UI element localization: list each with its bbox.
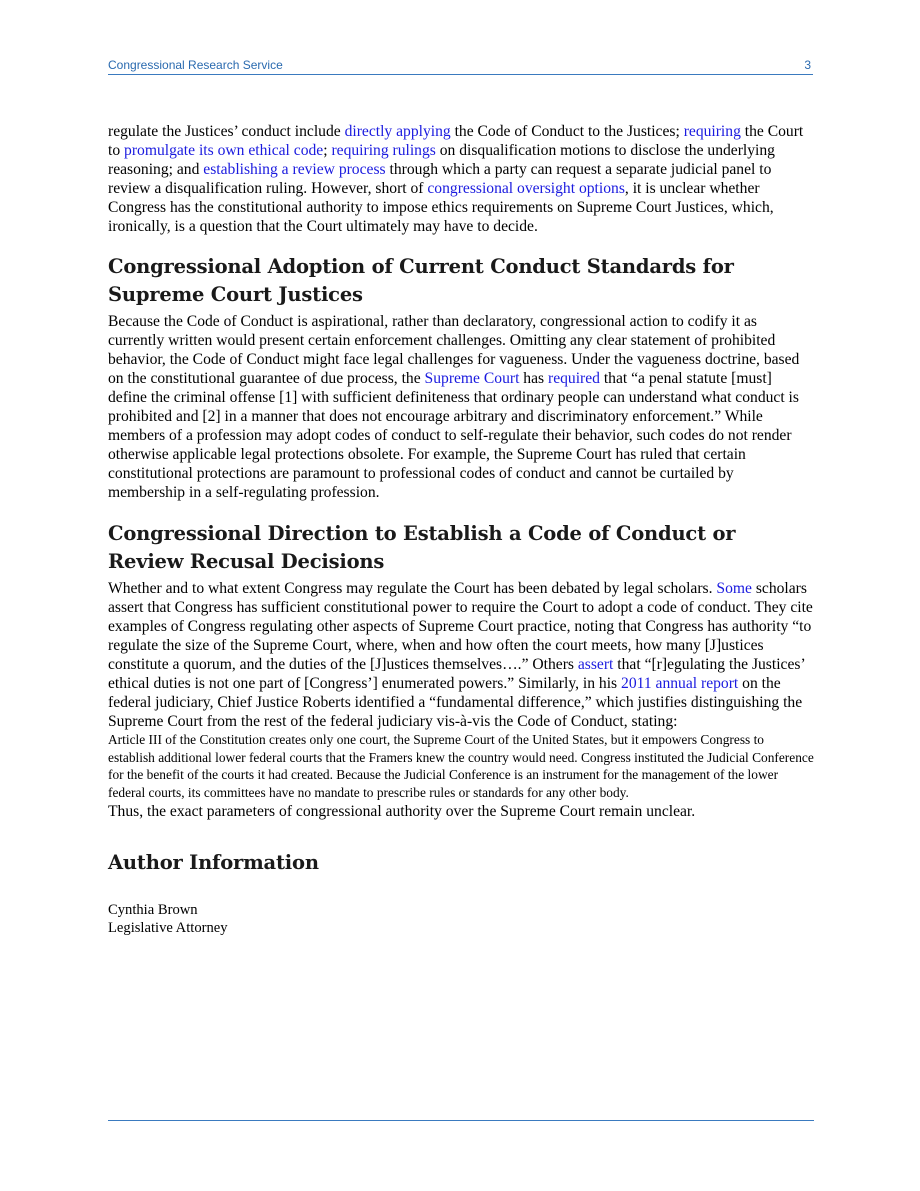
- link-requiring-rulings[interactable]: requiring rulings: [331, 142, 436, 160]
- author-block: [108, 901, 814, 937]
- text-run: scholars assert that Congress has sufficient constitutional power to require the Court to adopt a code of conduct. They cite examples of Congress regulating other aspects of Supreme Court practice, noting that Congress has authority “to regulate the size of the Supreme Court, where, when and how often the court meets, how many [J]ustices constitute a quorum, and the duties of the [J]ustices themselves….” Others: [108, 579, 813, 673]
- section-heading-author: Author Information: [108, 850, 319, 874]
- text-run: has: [519, 369, 548, 387]
- section-heading-direction: Congressional Direction to Establish a Code of Conduct or Review Recusal Decisions: [108, 521, 736, 573]
- page-header: [108, 58, 813, 75]
- text-run: Because the Code of Conduct is aspirational, rather than declaratory, congressional action to codify it as currently written would present certain enforcement challenges. Omitting any clear statement of prohibited behavior, the Code of Conduct might face legal challenges for vagueness. Under the vagueness doctrine, based on the constitutional guarantee of due process, the: [108, 312, 800, 387]
- text-run: through which a party can request a separate judicial panel to review a disqualification ruling. However, short of: [108, 161, 772, 198]
- header-org-name: Congressional Research Service: [108, 58, 283, 72]
- footer-rule: [108, 1120, 814, 1121]
- document-body: [108, 122, 814, 937]
- text-run: ;: [323, 142, 332, 160]
- text-run: , it is unclear whether Congress has the constitutional authority to impose ethics requirements on Supreme Court Justices, which, ironically, is a question that the Court ultimately may have to decide.: [108, 180, 774, 236]
- text-run: that “[r]egulating the Justices’ ethical duties is not one part of [Congress’] enumerated powers.” Similarly, in his: [108, 655, 805, 692]
- author-title: Legislative Attorney: [108, 920, 228, 937]
- page-number: 3: [804, 58, 811, 72]
- text-run: the Code of Conduct to the Justices;: [450, 123, 684, 140]
- link-2011-annual-report[interactable]: 2011 annual report: [621, 674, 739, 692]
- paragraph-conclusion: Thus, the exact parameters of congressional authority over the Supreme Court remain unclear.: [108, 802, 696, 820]
- text-run: Whether and to what extent Congress may regulate the Court has been debated by legal scholars.: [108, 579, 717, 597]
- link-promulgate-ethical-code[interactable]: promulgate its own ethical code: [124, 142, 324, 160]
- link-assert[interactable]: assert: [577, 655, 614, 673]
- text-run: the Court to: [108, 123, 804, 160]
- paragraph-direction: [108, 579, 814, 732]
- author-name: Cynthia Brown: [108, 902, 198, 919]
- link-supreme-court[interactable]: Supreme Court: [424, 369, 520, 387]
- paragraph-adoption: [108, 312, 814, 503]
- link-establishing-review-process[interactable]: establishing a review process: [203, 161, 386, 179]
- link-required[interactable]: required: [548, 369, 600, 387]
- link-some[interactable]: Some: [716, 579, 752, 597]
- text-run: that “a penal statute [must] define the criminal offense [1] with sufficient definiteness that ordinary people can understand what conduct is prohibited and [2] in a manner that does not encourage arbitrary and discriminatory enforcement.” While members of a profession may adopt codes of conduct to self-regulate their behavior, such codes do not render otherwise applicable legal protections obsolete. For example, the Supreme Court has ruled that certain constitutional protections are paramount to professional codes of conduct and cannot be curtailed by membership in a self-regulating profession.: [108, 369, 799, 502]
- link-congressional-oversight-options[interactable]: congressional oversight options: [427, 180, 625, 198]
- section-heading-adoption: Congressional Adoption of Current Conduct Standards for Supreme Court Justices: [108, 254, 734, 307]
- paragraph-intro: [108, 122, 814, 237]
- text-run: on the federal judiciary, Chief Justice Roberts identified a “fundamental difference,” which justifies distinguishing the Supreme Court from the rest of the federal judiciary vis-à-vis the Code of Conduct, stating:: [108, 674, 803, 731]
- block-quote: Article III of the Constitution creates only one court, the Supreme Court of the United States, but it empowers Congress to establish additional lower federal courts that the Framers knew the country would need. Congress instituted the Judicial Conference for the benefit of the courts it had created. Because the Judicial Conference is an instrument for the management of the lower federal courts, its committees have no mandate to prescribe rules or standards for any other body.: [108, 732, 814, 801]
- link-requiring[interactable]: requiring: [683, 123, 741, 140]
- text-run: on disqualification motions to disclose the underlying reasoning; and: [108, 142, 775, 179]
- text-run: regulate the Justices’ conduct include: [108, 123, 345, 140]
- link-directly-applying[interactable]: directly applying: [344, 123, 451, 140]
